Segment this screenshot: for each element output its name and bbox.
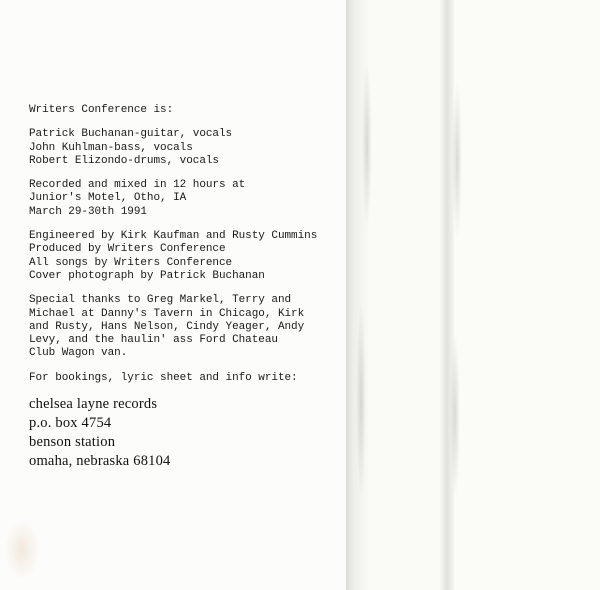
credits-list xyxy=(29,230,339,283)
paper-wrinkle xyxy=(356,300,366,500)
paper-wrinkle xyxy=(452,80,462,240)
band-heading: Writers Conference is: xyxy=(29,104,174,116)
credit-line: Engineered by Kirk Kaufman and Rusty Cummins xyxy=(29,230,318,243)
member-list xyxy=(29,128,339,168)
bookings-line: For bookings, lyric sheet and info write: xyxy=(29,371,298,384)
member-line: John Kuhlman-bass, vocals xyxy=(29,141,193,154)
credit-line: Cover photograph by Patrick Buchanan xyxy=(29,269,265,282)
thanks-paragraph xyxy=(29,294,339,360)
thanks-line: Special thanks to Greg Markel, Terry and xyxy=(29,294,292,307)
paper-stain xyxy=(4,520,40,580)
insert-spine-panel xyxy=(368,0,444,590)
recording-line: Recorded and mixed in 12 hours at xyxy=(29,179,246,192)
recording-line: March 29-30th 1991 xyxy=(29,205,147,218)
mailing-address xyxy=(29,395,339,471)
credit-line: All songs by Writers Conference xyxy=(29,256,233,269)
thanks-line: and Rusty, Hans Nelson, Cindy Yeager, Andy xyxy=(29,320,305,333)
address-line: chelsea layne records xyxy=(29,396,158,413)
paper-wrinkle xyxy=(362,60,372,230)
thanks-line: Levy, and the haulin' ass Ford Chateau xyxy=(29,334,278,347)
address-line: omaha, nebraska 68104 xyxy=(29,453,171,470)
address-line: p.o. box 4754 xyxy=(29,415,112,432)
insert-back-flap xyxy=(454,0,600,590)
credit-line: Produced by Writers Conference xyxy=(29,243,226,256)
thanks-line: Club Wagon van. xyxy=(29,347,128,360)
liner-notes xyxy=(29,104,339,471)
recording-info xyxy=(29,179,339,219)
member-line: Patrick Buchanan-guitar, vocals xyxy=(29,128,233,141)
member-line: Robert Elizondo-drums, vocals xyxy=(29,154,219,167)
recording-line: Junior's Motel, Otho, IA xyxy=(29,192,187,205)
thanks-line: Michael at Danny's Tavern in Chicago, Kirk xyxy=(29,307,305,320)
address-line: benson station xyxy=(29,434,116,451)
paper-wrinkle xyxy=(450,330,460,500)
